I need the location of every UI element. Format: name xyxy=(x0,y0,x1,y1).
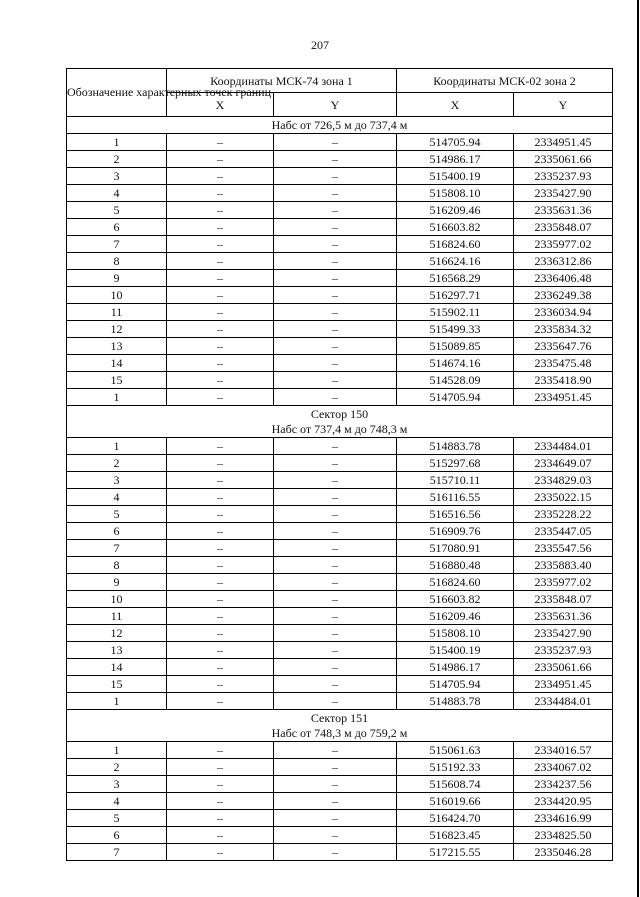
msk02-x-cell: 514705.94 xyxy=(397,134,514,151)
msk02-y-cell: 2334016.57 xyxy=(514,742,613,759)
msk02-y-cell: 2335977.02 xyxy=(514,236,613,253)
msk74-y-cell: – xyxy=(274,270,397,287)
msk74-x-cell: – xyxy=(167,523,274,540)
msk74-y-cell: – xyxy=(274,389,397,406)
msk74-x-cell: – xyxy=(167,472,274,489)
point-number-cell: 5 xyxy=(67,202,167,219)
table-row xyxy=(67,591,613,608)
msk02-y-cell: 2335631.36 xyxy=(514,202,613,219)
section-title xyxy=(67,406,613,438)
msk02-y-cell: 2334067.02 xyxy=(514,759,613,776)
msk02-x-cell: 515808.10 xyxy=(397,625,514,642)
msk02-y-cell: 2335977.02 xyxy=(514,574,613,591)
header-msk02: Координаты МСК-02 зона 2 xyxy=(397,69,613,93)
table-row xyxy=(67,827,613,844)
table-row xyxy=(67,236,613,253)
section-title-row xyxy=(67,406,613,438)
table-row xyxy=(67,304,613,321)
msk74-x-cell: – xyxy=(167,389,274,406)
msk02-x-cell: 514528.09 xyxy=(397,372,514,389)
msk02-y-cell: 2334951.45 xyxy=(514,134,613,151)
header-msk74-y: Y xyxy=(274,93,397,117)
msk74-y-cell: – xyxy=(274,321,397,338)
table-row xyxy=(67,523,613,540)
point-number-cell: 6 xyxy=(67,523,167,540)
point-number-cell: 4 xyxy=(67,489,167,506)
msk74-x-cell: – xyxy=(167,455,274,472)
msk02-x-cell: 516624.16 xyxy=(397,253,514,270)
msk74-y-cell: – xyxy=(274,372,397,389)
point-number-cell: 7 xyxy=(67,540,167,557)
point-number-cell: 3 xyxy=(67,776,167,793)
msk74-y-cell: – xyxy=(274,489,397,506)
msk02-x-cell: 515710.11 xyxy=(397,472,514,489)
table-body xyxy=(67,117,613,861)
msk74-y-cell: – xyxy=(274,557,397,574)
msk74-y-cell: – xyxy=(274,438,397,455)
msk74-y-cell: – xyxy=(274,523,397,540)
table-row xyxy=(67,642,613,659)
msk74-y-cell: – xyxy=(274,338,397,355)
section-title-line: Сектор 151 xyxy=(310,710,369,725)
section-title-line: Набс от 737,4 м до 748,3 м xyxy=(271,421,408,436)
msk74-x-cell: – xyxy=(167,676,274,693)
point-number-cell: 5 xyxy=(67,810,167,827)
table-row xyxy=(67,455,613,472)
msk02-x-cell: 514883.78 xyxy=(397,693,514,710)
msk74-x-cell: – xyxy=(167,151,274,168)
msk02-x-cell: 515061.63 xyxy=(397,742,514,759)
msk02-y-cell: 2335427.90 xyxy=(514,625,613,642)
point-number-cell: 8 xyxy=(67,253,167,270)
msk02-x-cell: 514705.94 xyxy=(397,676,514,693)
msk02-x-cell: 516516.56 xyxy=(397,506,514,523)
point-number-cell: 1 xyxy=(67,742,167,759)
point-number-cell: 7 xyxy=(67,844,167,861)
table-row xyxy=(67,776,613,793)
point-number-cell: 10 xyxy=(67,287,167,304)
msk02-x-cell: 516603.82 xyxy=(397,219,514,236)
point-number-cell: 6 xyxy=(67,219,167,236)
msk02-y-cell: 2334484.01 xyxy=(514,438,613,455)
point-number-cell: 2 xyxy=(67,151,167,168)
msk02-x-cell: 515499.33 xyxy=(397,321,514,338)
msk74-x-cell: – xyxy=(167,489,274,506)
point-number-cell: 11 xyxy=(67,608,167,625)
msk02-x-cell: 516209.46 xyxy=(397,202,514,219)
table-row xyxy=(67,438,613,455)
msk74-x-cell: – xyxy=(167,355,274,372)
msk74-y-cell: – xyxy=(274,355,397,372)
msk74-y-cell: – xyxy=(274,608,397,625)
msk74-y-cell: – xyxy=(274,236,397,253)
point-number-cell: 7 xyxy=(67,236,167,253)
point-number-cell: 1 xyxy=(67,693,167,710)
msk74-y-cell: – xyxy=(274,810,397,827)
point-number-cell: 14 xyxy=(67,355,167,372)
point-number-cell: 5 xyxy=(67,506,167,523)
section-title-line: Набс от 748,3 м до 759,2 м xyxy=(271,725,408,740)
msk74-x-cell: – xyxy=(167,304,274,321)
point-number-cell: 12 xyxy=(67,321,167,338)
msk02-y-cell: 2334951.45 xyxy=(514,389,613,406)
table-row xyxy=(67,810,613,827)
msk74-x-cell: – xyxy=(167,693,274,710)
msk74-y-cell: – xyxy=(274,455,397,472)
msk02-x-cell: 516880.48 xyxy=(397,557,514,574)
msk74-y-cell: – xyxy=(274,151,397,168)
msk02-x-cell: 515400.19 xyxy=(397,642,514,659)
msk02-x-cell: 514986.17 xyxy=(397,659,514,676)
table-row xyxy=(67,168,613,185)
msk74-y-cell: – xyxy=(274,540,397,557)
msk02-x-cell: 515608.74 xyxy=(397,776,514,793)
table-row xyxy=(67,540,613,557)
point-number-cell: 15 xyxy=(67,372,167,389)
table-row xyxy=(67,608,613,625)
section-title-line: Набс от 726,5 м до 737,4 м xyxy=(271,118,408,132)
msk74-y-cell: – xyxy=(274,642,397,659)
point-number-cell: 12 xyxy=(67,625,167,642)
header-msk74: Координаты МСК-74 зона 1 xyxy=(167,69,397,93)
msk02-x-cell: 516823.45 xyxy=(397,827,514,844)
table-row xyxy=(67,219,613,236)
msk02-x-cell: 516116.55 xyxy=(397,489,514,506)
msk74-x-cell: – xyxy=(167,827,274,844)
msk74-x-cell: – xyxy=(167,253,274,270)
msk74-x-cell: – xyxy=(167,557,274,574)
msk02-x-cell: 515400.19 xyxy=(397,168,514,185)
table-row xyxy=(67,134,613,151)
msk02-y-cell: 2334649.07 xyxy=(514,455,613,472)
msk02-x-cell: 515297.68 xyxy=(397,455,514,472)
table-row xyxy=(67,372,613,389)
section-title-row xyxy=(67,117,613,134)
point-number-cell: 2 xyxy=(67,759,167,776)
msk02-x-cell: 514986.17 xyxy=(397,151,514,168)
msk02-y-cell: 2335427.90 xyxy=(514,185,613,202)
table-row xyxy=(67,389,613,406)
table-row xyxy=(67,793,613,810)
msk02-y-cell: 2336312.86 xyxy=(514,253,613,270)
msk02-x-cell: 515902.11 xyxy=(397,304,514,321)
header-msk74-x: X xyxy=(167,93,274,117)
msk02-y-cell: 2335061.66 xyxy=(514,659,613,676)
coordinates-table xyxy=(66,68,613,861)
msk74-y-cell: – xyxy=(274,185,397,202)
msk02-y-cell: 2336034.94 xyxy=(514,304,613,321)
msk02-y-cell: 2334951.45 xyxy=(514,676,613,693)
msk02-y-cell: 2334829.03 xyxy=(514,472,613,489)
msk74-y-cell: – xyxy=(274,742,397,759)
msk74-x-cell: – xyxy=(167,219,274,236)
section-title-line: Сектор 150 xyxy=(310,406,369,421)
msk02-y-cell: 2334825.50 xyxy=(514,827,613,844)
point-number-cell: 11 xyxy=(67,304,167,321)
msk74-y-cell: – xyxy=(274,219,397,236)
msk02-y-cell: 2335647.76 xyxy=(514,338,613,355)
table-row xyxy=(67,574,613,591)
msk74-x-cell: – xyxy=(167,270,274,287)
msk02-y-cell: 2335848.07 xyxy=(514,591,613,608)
point-number-cell: 4 xyxy=(67,793,167,810)
msk02-y-cell: 2335022.15 xyxy=(514,489,613,506)
msk74-y-cell: – xyxy=(274,776,397,793)
msk74-y-cell: – xyxy=(274,168,397,185)
msk74-x-cell: – xyxy=(167,321,274,338)
msk74-x-cell: – xyxy=(167,236,274,253)
msk74-x-cell: – xyxy=(167,338,274,355)
msk02-y-cell: 2335418.90 xyxy=(514,372,613,389)
point-number-cell: 9 xyxy=(67,270,167,287)
msk74-x-cell: – xyxy=(167,844,274,861)
msk02-y-cell: 2335447.05 xyxy=(514,523,613,540)
point-number-cell: 15 xyxy=(67,676,167,693)
point-number-cell: 1 xyxy=(67,134,167,151)
point-number-cell: 4 xyxy=(67,185,167,202)
msk74-x-cell: – xyxy=(167,287,274,304)
msk02-y-cell: 2335834.32 xyxy=(514,321,613,338)
msk74-x-cell: – xyxy=(167,506,274,523)
table-row xyxy=(67,287,613,304)
msk74-x-cell: – xyxy=(167,168,274,185)
header-msk02-y: Y xyxy=(514,93,613,117)
header-msk02-x: X xyxy=(397,93,514,117)
table-row xyxy=(67,185,613,202)
msk74-x-cell: – xyxy=(167,742,274,759)
msk02-x-cell: 514705.94 xyxy=(397,389,514,406)
msk74-y-cell: – xyxy=(274,759,397,776)
msk74-x-cell: – xyxy=(167,810,274,827)
table-row xyxy=(67,202,613,219)
msk74-x-cell: – xyxy=(167,134,274,151)
msk02-x-cell: 516603.82 xyxy=(397,591,514,608)
msk02-y-cell: 2335631.36 xyxy=(514,608,613,625)
table-row xyxy=(67,355,613,372)
msk74-y-cell: – xyxy=(274,693,397,710)
msk02-y-cell: 2335475.48 xyxy=(514,355,613,372)
msk02-y-cell: 2335237.93 xyxy=(514,168,613,185)
table-row xyxy=(67,151,613,168)
table-row xyxy=(67,693,613,710)
msk74-y-cell: – xyxy=(274,625,397,642)
msk74-x-cell: – xyxy=(167,759,274,776)
section-title xyxy=(67,710,613,742)
msk02-x-cell: 515192.33 xyxy=(397,759,514,776)
msk02-x-cell: 516824.60 xyxy=(397,236,514,253)
table-row xyxy=(67,844,613,861)
header-point-label: Обозначение характерных точек границ xyxy=(67,69,167,117)
msk02-y-cell: 2335883.40 xyxy=(514,557,613,574)
msk74-x-cell: – xyxy=(167,372,274,389)
msk02-x-cell: 517215.55 xyxy=(397,844,514,861)
point-number-cell: 10 xyxy=(67,591,167,608)
msk02-x-cell: 516568.29 xyxy=(397,270,514,287)
msk02-y-cell: 2335848.07 xyxy=(514,219,613,236)
table-row xyxy=(67,742,613,759)
msk74-x-cell: – xyxy=(167,438,274,455)
msk74-x-cell: – xyxy=(167,608,274,625)
msk02-x-cell: 516824.60 xyxy=(397,574,514,591)
table-row xyxy=(67,321,613,338)
msk02-x-cell: 515808.10 xyxy=(397,185,514,202)
msk74-y-cell: – xyxy=(274,304,397,321)
point-number-cell: 13 xyxy=(67,642,167,659)
msk02-x-cell: 516209.46 xyxy=(397,608,514,625)
msk02-x-cell: 515089.85 xyxy=(397,338,514,355)
point-number-cell: 2 xyxy=(67,455,167,472)
table-row xyxy=(67,557,613,574)
msk74-y-cell: – xyxy=(274,844,397,861)
msk74-y-cell: – xyxy=(274,134,397,151)
table-row xyxy=(67,759,613,776)
msk74-y-cell: – xyxy=(274,676,397,693)
msk74-x-cell: – xyxy=(167,540,274,557)
point-number-cell: 1 xyxy=(67,438,167,455)
msk74-y-cell: – xyxy=(274,472,397,489)
table-row xyxy=(67,506,613,523)
msk02-x-cell: 517080.91 xyxy=(397,540,514,557)
msk74-x-cell: – xyxy=(167,574,274,591)
msk02-y-cell: 2335046.28 xyxy=(514,844,613,861)
table-row xyxy=(67,659,613,676)
section-title xyxy=(67,117,613,134)
table-row xyxy=(67,270,613,287)
msk74-y-cell: – xyxy=(274,793,397,810)
msk02-x-cell: 514883.78 xyxy=(397,438,514,455)
msk74-x-cell: – xyxy=(167,591,274,608)
msk74-x-cell: – xyxy=(167,793,274,810)
point-number-cell: 6 xyxy=(67,827,167,844)
msk02-y-cell: 2336406.48 xyxy=(514,270,613,287)
msk74-y-cell: – xyxy=(274,659,397,676)
table-row xyxy=(67,472,613,489)
msk02-y-cell: 2335237.93 xyxy=(514,642,613,659)
point-number-cell: 3 xyxy=(67,472,167,489)
table-row xyxy=(67,676,613,693)
msk02-y-cell: 2334484.01 xyxy=(514,693,613,710)
msk74-y-cell: – xyxy=(274,591,397,608)
section-title-row xyxy=(67,710,613,742)
page-edge-line xyxy=(637,0,639,897)
msk74-y-cell: – xyxy=(274,827,397,844)
table-row xyxy=(67,625,613,642)
point-number-cell: 13 xyxy=(67,338,167,355)
page-number: 207 xyxy=(311,38,329,52)
point-number-cell: 1 xyxy=(67,389,167,406)
msk74-x-cell: – xyxy=(167,776,274,793)
point-number-cell: 14 xyxy=(67,659,167,676)
point-number-cell: 8 xyxy=(67,557,167,574)
msk02-x-cell: 514674.16 xyxy=(397,355,514,372)
msk74-x-cell: – xyxy=(167,625,274,642)
table-row xyxy=(67,253,613,270)
msk02-x-cell: 516424.70 xyxy=(397,810,514,827)
msk02-x-cell: 516297.71 xyxy=(397,287,514,304)
msk02-y-cell: 2335547.56 xyxy=(514,540,613,557)
msk02-x-cell: 516909.76 xyxy=(397,523,514,540)
msk74-y-cell: – xyxy=(274,506,397,523)
msk74-x-cell: – xyxy=(167,185,274,202)
msk02-y-cell: 2335061.66 xyxy=(514,151,613,168)
msk74-y-cell: – xyxy=(274,287,397,304)
point-number-cell: 3 xyxy=(67,168,167,185)
msk02-y-cell: 2336249.38 xyxy=(514,287,613,304)
msk02-y-cell: 2334420.95 xyxy=(514,793,613,810)
msk74-y-cell: – xyxy=(274,253,397,270)
msk02-y-cell: 2334237.56 xyxy=(514,776,613,793)
msk02-x-cell: 516019.66 xyxy=(397,793,514,810)
msk74-x-cell: – xyxy=(167,642,274,659)
msk02-y-cell: 2335228.22 xyxy=(514,506,613,523)
msk74-y-cell: – xyxy=(274,574,397,591)
msk02-y-cell: 2334616.99 xyxy=(514,810,613,827)
msk74-x-cell: – xyxy=(167,659,274,676)
table-row xyxy=(67,338,613,355)
table-row xyxy=(67,489,613,506)
point-number-cell: 9 xyxy=(67,574,167,591)
msk74-x-cell: – xyxy=(167,202,274,219)
msk74-y-cell: – xyxy=(274,202,397,219)
